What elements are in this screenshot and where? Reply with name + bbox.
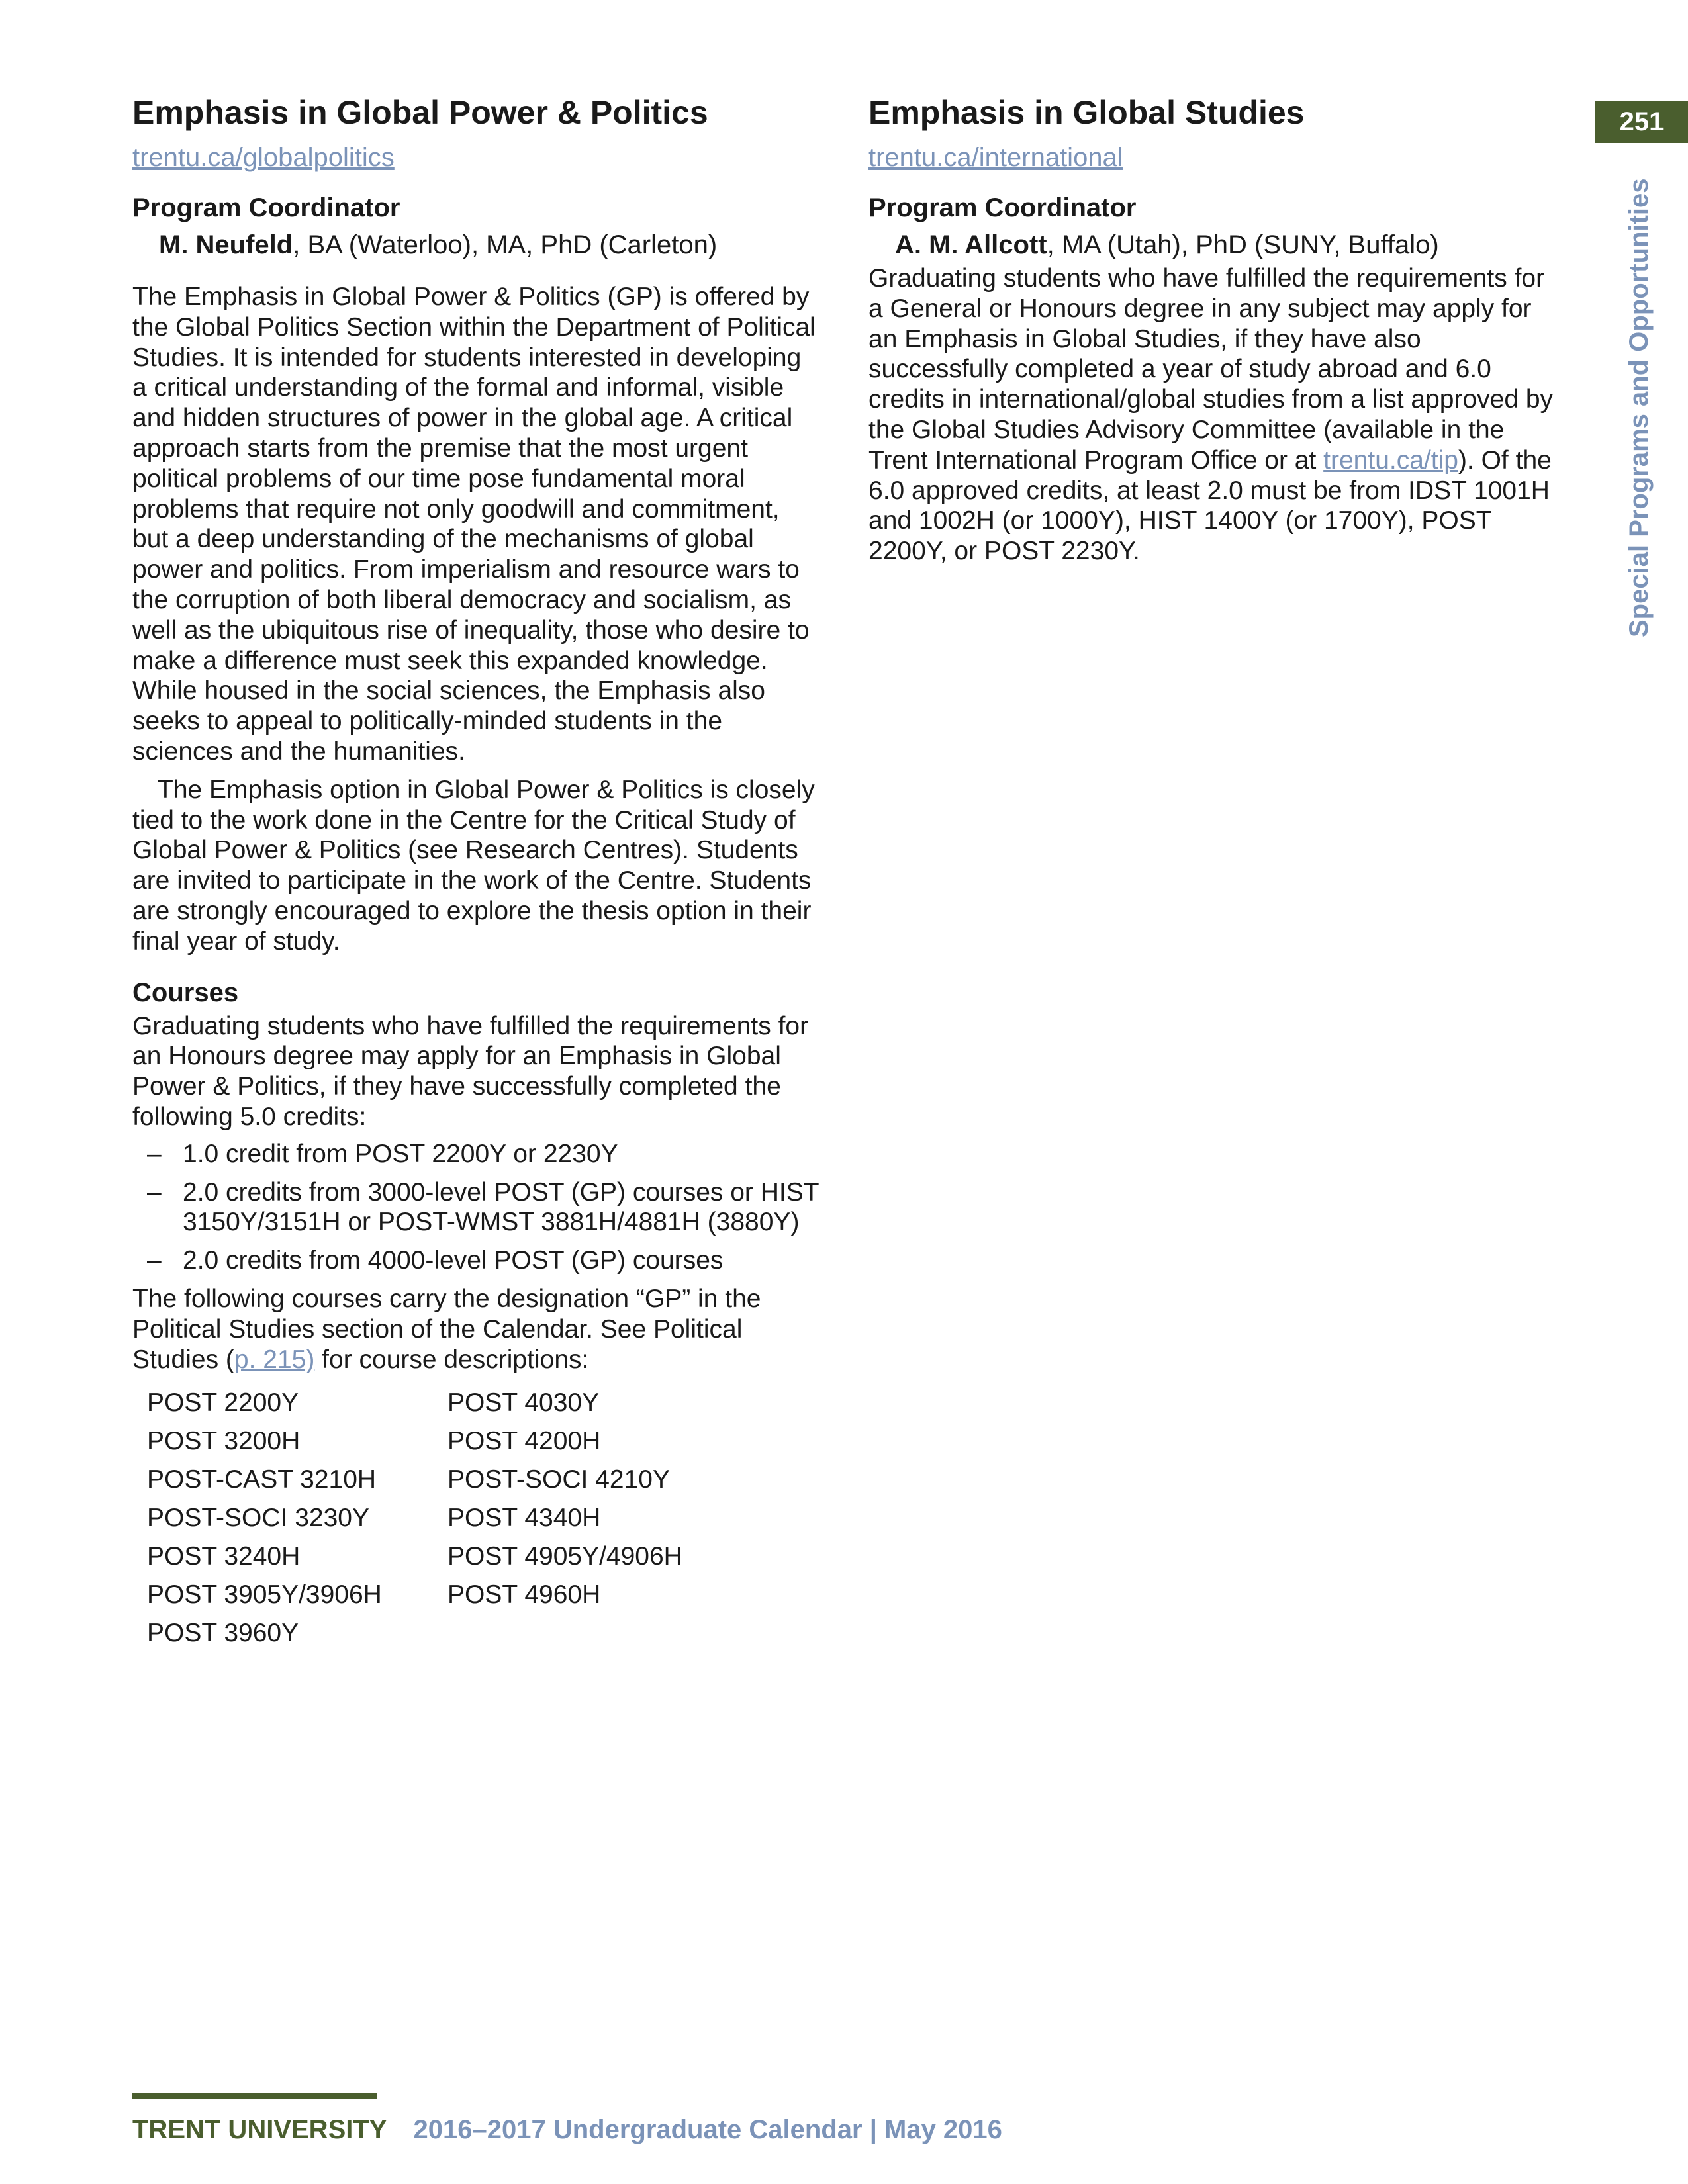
list-item: POST 4960H bbox=[447, 1580, 601, 1610]
requirement-text: 1.0 credit from POST 2200Y or 2230Y bbox=[183, 1139, 618, 1168]
global-politics-link[interactable]: trentu.ca/globalpolitics bbox=[132, 143, 395, 172]
global-studies-paragraph bbox=[868, 263, 1557, 567]
dash-bullet: – bbox=[147, 1246, 162, 1275]
list-item: POST 3905Y/3906H bbox=[147, 1580, 382, 1610]
section-title-global-power: Emphasis in Global Power & Politics bbox=[132, 94, 708, 131]
dash-bullet: – bbox=[147, 1177, 162, 1206]
list-item: POST-CAST 3210H bbox=[147, 1465, 377, 1494]
page-number-badge: 251 bbox=[1595, 101, 1688, 143]
coordinator-credentials: , MA (Utah), PhD (SUNY, Buffalo) bbox=[1047, 230, 1439, 259]
international-link[interactable]: trentu.ca/international bbox=[868, 143, 1123, 172]
coordinator-credentials: , BA (Waterloo), MA, PhD (Carleton) bbox=[293, 230, 718, 259]
footer-rule bbox=[132, 2093, 377, 2099]
list-item: POST 3960Y bbox=[147, 1619, 299, 1648]
list-item: POST 3240H bbox=[147, 1542, 301, 1571]
program-coordinator-heading: Program Coordinator bbox=[132, 193, 400, 222]
list-item: POST 3200H bbox=[147, 1427, 301, 1456]
designation-text: The following courses carry the designation “GP” in the Political Studies section of the Calendar. See Political Studies ( bbox=[132, 1284, 761, 1374]
coordinator-line bbox=[132, 226, 821, 263]
coordinator-line bbox=[868, 226, 1557, 263]
list-item: POST 2200Y bbox=[147, 1388, 299, 1418]
coordinator-name: A. M. Allcott bbox=[895, 230, 1047, 259]
list-item: POST 4905Y/4906H bbox=[447, 1542, 682, 1571]
list-item: POST 4200H bbox=[447, 1427, 601, 1456]
designation-paragraph bbox=[132, 1284, 821, 1375]
global-studies-text: Graduating students who have fulfilled the requirements for a General or Honours degree in any subject may apply for an Emphasis in Global Studies, if they have also successfully completed a year of study abroad and 6.0 credits in international/global studies from a list approved by the Global Studies Advisory Committee (available in the Trent International Program Office or at bbox=[868, 264, 1554, 475]
list-item: POST-SOCI 3230Y bbox=[147, 1504, 369, 1533]
right-column bbox=[868, 90, 1557, 567]
section-title-global-studies: Emphasis in Global Studies bbox=[868, 94, 1305, 131]
footer-calendar: 2016–2017 Undergraduate Calendar | May 2016 bbox=[413, 2115, 1002, 2144]
list-item bbox=[132, 1139, 821, 1169]
list-item bbox=[132, 1246, 821, 1276]
coordinator-name: M. Neufeld bbox=[159, 230, 293, 259]
intro-paragraph: The Emphasis in Global Power & Politics (GP) is offered by the Global Politics Section within the Department of Political Studies. It is intended for students interested in developing a critical understanding of the formal and informal, visible and hidden structures of power in the global age. A critical approach starts from the premise that the most urgent political problems of our time pose fundamental moral problems that require not only goodwill and commitment, but a deep understanding of the mechanisms of global power and politics. From imperialism and resource wars to the corruption of both liberal democracy and socialism, as well as the ubiquitous rise of inequality, those who desire to make a difference must seek this expanded knowledge. While housed in the social sciences, the Emphasis also seeks to appeal to politically-minded students in the sciences and the humanities. bbox=[132, 283, 816, 766]
requirement-text: 2.0 credits from 3000-level POST (GP) courses or HIST 3150Y/3151H or POST-WMST 3881H/4881H (3880Y) bbox=[183, 1177, 819, 1237]
centre-paragraph: The Emphasis option in Global Power & Politics is closely tied to the work done in the Centre for the Critical Study of Global Power & Politics (see Research Centres). Students are invited to participate in the work of the Centre. Students are strongly encouraged to explore the thesis option in their final year of study. bbox=[132, 775, 815, 956]
list-item: POST-SOCI 4210Y bbox=[447, 1465, 670, 1494]
footer-university: TRENT UNIVERSITY bbox=[132, 2115, 387, 2144]
list-item bbox=[132, 1177, 821, 1238]
program-coordinator-heading: Program Coordinator bbox=[868, 193, 1137, 222]
course-list bbox=[132, 1384, 821, 1653]
requirements-list bbox=[132, 1139, 821, 1276]
courses-intro: Graduating students who have fulfilled the requirements for an Honours degree may apply for an Emphasis in Global Power & Politics, if they have successfully completed the following 5.0 credits: bbox=[132, 1011, 809, 1131]
tip-link[interactable]: trentu.ca/tip bbox=[1323, 445, 1458, 475]
section-side-tab bbox=[1620, 171, 1658, 637]
list-item: POST 4340H bbox=[447, 1504, 601, 1533]
list-item: POST 4030Y bbox=[447, 1388, 600, 1418]
left-column bbox=[132, 90, 821, 1653]
designation-text-end: for course descriptions: bbox=[314, 1345, 589, 1374]
section-side-tab-label: Special Programs and Opportunities bbox=[1624, 178, 1654, 637]
requirement-text: 2.0 credits from 4000-level POST (GP) courses bbox=[183, 1246, 724, 1275]
dash-bullet: – bbox=[147, 1139, 162, 1168]
global-studies-text-end: ). Of the 6.0 approved credits, at least 2.0 must be from IDST 1001H and 1002H (or 1000Y), HIST 1400Y (or 1700Y), POST 2200Y, or POST 2230Y. bbox=[868, 445, 1552, 566]
list-item bbox=[447, 1614, 748, 1653]
courses-heading: Courses bbox=[132, 978, 239, 1007]
page-reference-link[interactable]: p. 215) bbox=[234, 1345, 315, 1374]
footer bbox=[132, 2113, 1002, 2147]
